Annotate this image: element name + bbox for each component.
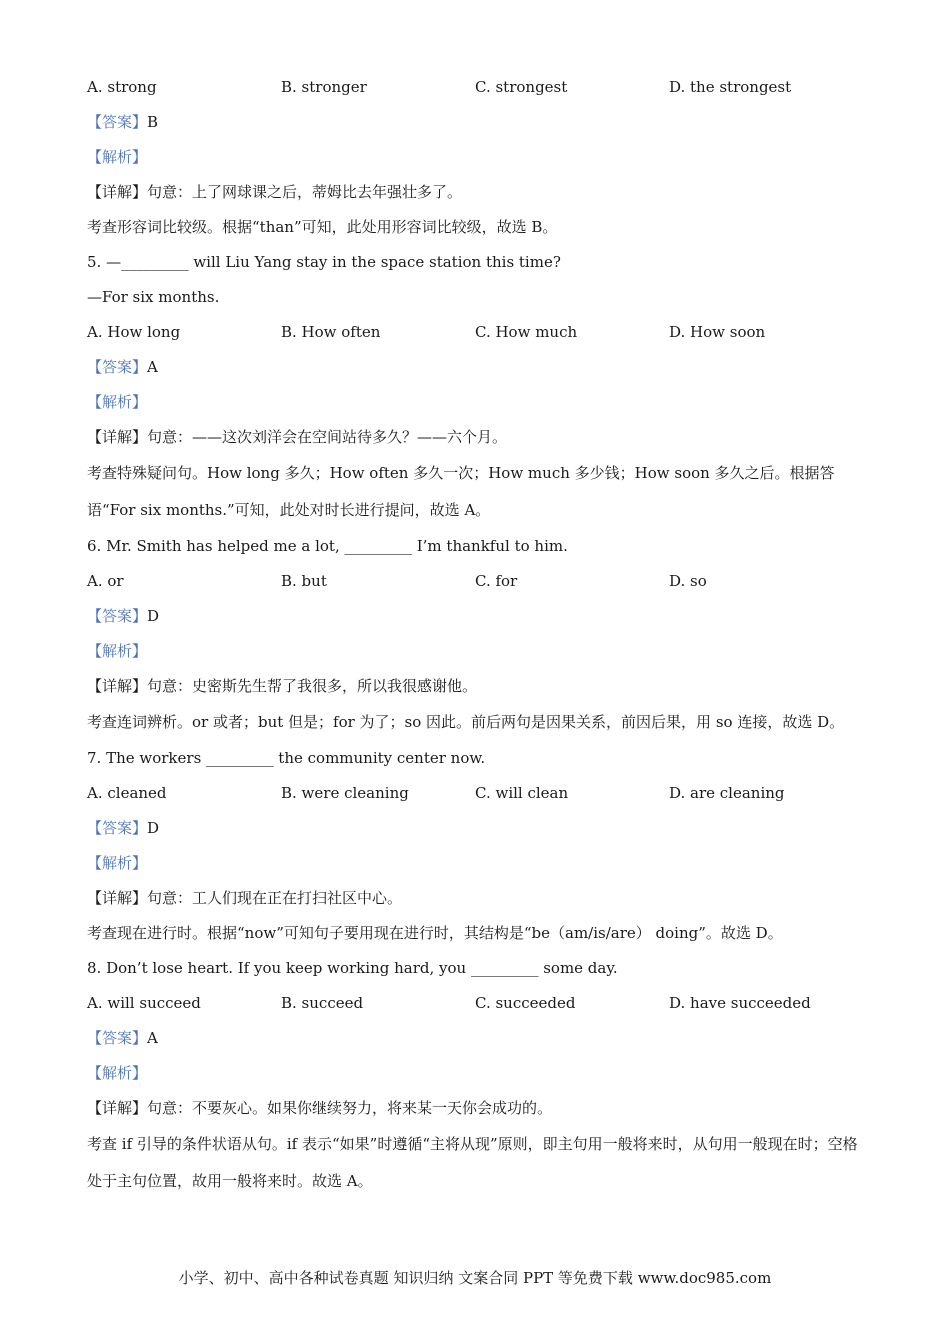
document-page <box>87 70 867 1200</box>
q5-reply: —For six months. <box>87 288 220 306</box>
q7-meaning: 句意：工人们现在正在打扫社区中心。 <box>147 889 403 907</box>
analysis-tag: 【解析】 <box>87 148 148 166</box>
q8-option-d: D. have succeeded <box>669 994 811 1012</box>
q4-analysis-heading <box>87 140 867 175</box>
analysis-tag: 【解析】 <box>87 1064 148 1082</box>
q4-option-c: C. strongest <box>475 78 568 96</box>
q4-option-d: D. the strongest <box>669 78 792 96</box>
q4-answer-value: B <box>147 113 159 131</box>
q6-analysis-heading <box>87 634 867 669</box>
detail-tag: 【详解】 <box>87 183 148 201</box>
detail-tag: 【详解】 <box>87 428 148 446</box>
q8-explanation: 考查 if 引导的条件状语从句。if 表示“如果”时遵循“主将从现”原则，即主句用一般将来时，从句用一般现在时；空格处于主句位置，故用一般将来时。故选 A。 <box>87 1135 858 1190</box>
q7-option-c: C. will clean <box>475 784 569 802</box>
q6-answer-value: D <box>147 607 160 625</box>
q6-explanation: 考查连词辨析。or 或者；but 但是；for 为了；so 因此。前后两句是因果关系，前因后果，用 so 连接，故选 D。 <box>87 713 845 731</box>
q6-option-d: D. so <box>669 572 707 590</box>
answer-tag: 【答案】 <box>87 113 148 131</box>
q4-explanation: 考查形容词比较级。根据“than”可知，此处用形容词比较级，故选 B。 <box>87 218 558 236</box>
answer-tag: 【答案】 <box>87 1029 148 1047</box>
q6-option-a: A. or <box>87 572 124 590</box>
q4-options <box>87 70 867 105</box>
q6-detail <box>87 669 867 704</box>
q7-option-b: B. were cleaning <box>281 784 409 802</box>
q7-analysis-heading <box>87 846 867 881</box>
q4-option-b: B. stronger <box>281 78 367 96</box>
analysis-tag: 【解析】 <box>87 642 148 660</box>
q7-answer <box>87 811 867 846</box>
analysis-tag: 【解析】 <box>87 393 148 411</box>
answer-tag: 【答案】 <box>87 358 148 376</box>
q6-stem: 6. Mr. Smith has helped me a lot, _________ I’m thankful to him. <box>87 537 568 555</box>
q8-stem: 8. Don’t lose heart. If you keep working hard, you _________ some day. <box>87 959 618 977</box>
q7-option-d: D. are cleaning <box>669 784 785 802</box>
q8-analysis-heading <box>87 1056 867 1091</box>
q7-detail <box>87 881 867 916</box>
q5-meaning: 句意：——这次刘洋会在空间站待多久？——六个月。 <box>147 428 508 446</box>
analysis-tag: 【解析】 <box>87 854 148 872</box>
q6-option-b: B. but <box>281 572 327 590</box>
q5-option-d: D. How soon <box>669 323 766 341</box>
q5-options <box>87 315 867 350</box>
detail-tag: 【详解】 <box>87 677 148 695</box>
q5-answer <box>87 350 867 385</box>
q7-option-a: A. cleaned <box>87 784 167 802</box>
q5-detail <box>87 420 867 455</box>
q5-option-b: B. How often <box>281 323 381 341</box>
q6-options <box>87 564 867 599</box>
q8-option-a: A. will succeed <box>87 994 201 1012</box>
q6-option-c: C. for <box>475 572 518 590</box>
q7-options <box>87 776 867 811</box>
q5-explanation: 考查特殊疑问句。How long 多久；How often 多久一次；How much 多少钱；How soon 多久之后。根据答语“For six months.”可知，此处对时长进行提问，故选 A。 <box>87 464 835 519</box>
q5-option-a: A. How long <box>87 323 181 341</box>
q7-stem: 7. The workers _________ the community center now. <box>87 749 486 767</box>
answer-tag: 【答案】 <box>87 819 148 837</box>
q6-answer <box>87 599 867 634</box>
q8-detail <box>87 1091 867 1126</box>
q8-answer <box>87 1021 867 1056</box>
detail-tag: 【详解】 <box>87 889 148 907</box>
q4-meaning: 句意：上了网球课之后，蒂姆比去年强壮多了。 <box>147 183 463 201</box>
q8-option-c: C. succeeded <box>475 994 576 1012</box>
q7-explanation: 考查现在进行时。根据“now”可知句子要用现在进行时，其结构是“be（am/is/are） doing”。故选 D。 <box>87 924 783 942</box>
q8-option-b: B. succeed <box>281 994 364 1012</box>
q5-option-c: C. How much <box>475 323 578 341</box>
q4-option-a: A. strong <box>87 78 157 96</box>
answer-tag: 【答案】 <box>87 607 148 625</box>
q7-answer-value: D <box>147 819 160 837</box>
q8-meaning: 句意：不要灰心。如果你继续努力，将来某一天你会成功的。 <box>147 1099 553 1117</box>
q4-answer <box>87 105 867 140</box>
q5-analysis-heading <box>87 385 867 420</box>
q8-options <box>87 986 867 1021</box>
q4-detail <box>87 175 867 210</box>
q5-answer-value: A <box>147 358 158 376</box>
q6-meaning: 句意：史密斯先生帮了我很多，所以我很感谢他。 <box>147 677 478 695</box>
detail-tag: 【详解】 <box>87 1099 148 1117</box>
page-footer: 小学、初中、高中各种试卷真题 知识归纳 文案合同 PPT 等免费下载 www.doc985.com <box>178 1269 772 1287</box>
q8-answer-value: A <box>147 1029 158 1047</box>
q5-stem: 5. —_________ will Liu Yang stay in the space station this time? <box>87 253 561 271</box>
